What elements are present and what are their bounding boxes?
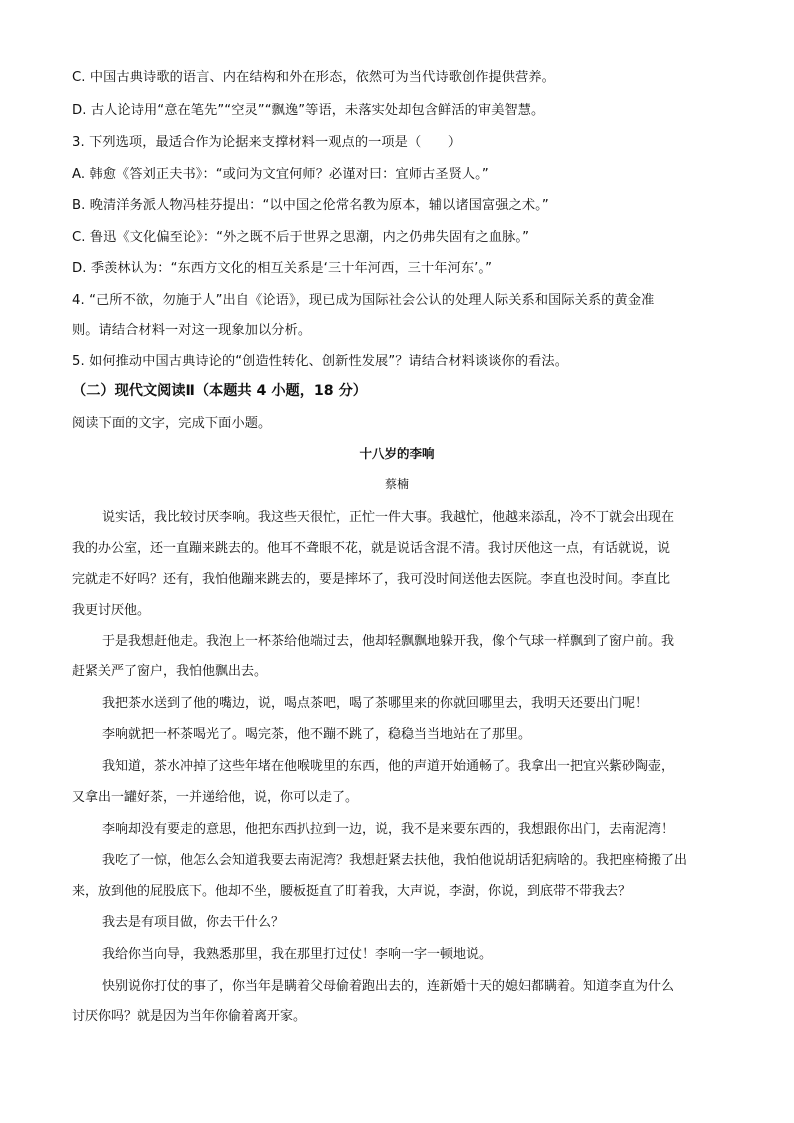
question-4-line-2: 则。请结合材料一对这一现象加以分析。 <box>72 323 312 338</box>
question-3-option-c: C. 鲁迅《文化偏至论》：“外之既不后于世界之思潮，内之仍弗失固有之血脉。” <box>72 230 530 245</box>
story-author: 蔡楠 <box>384 477 409 491</box>
story-line: 李响就把一杯茶喝光了。喝完茶，他不蹦不跳了，稳稳当当地站在了那里。 <box>102 727 532 742</box>
question-3-option-a: A. 韩愈《答刘正夫书》：“或问为文宜何师？必谨对曰：宜师古圣贤人。” <box>72 167 489 182</box>
section-instruction: 阅读下面的文字，完成下面小题。 <box>72 416 272 431</box>
question-3-stem: 3. 下列选项，最适合作为论据来支撑材料一观点的一项是（ ） <box>72 135 462 150</box>
story-line: 我更讨厌他。 <box>72 603 151 618</box>
question-option-d: D. 古人论诗用“意在笔先”“空灵”“飘逸”等语，未落实处却包含鲜活的审美智慧。 <box>72 103 545 118</box>
story-line: 我去是有项目做，你去干什么？ <box>102 915 285 930</box>
story-line: 完就走不好吗？还有，我怕他蹦来跳去的，要是摔坏了，我可没时间送他去医院。李直也没时间。李直比 <box>72 572 671 587</box>
story-line: 于是我想赶他走。我泡上一杯茶给他端过去，他却轻飘飘地躲开我，像个气球一样飘到了窗户前。我 <box>102 634 675 649</box>
story-line: 我把茶水送到了他的嘴边，说，喝点茶吧，喝了茶哪里来的你就回哪里去，我明天还要出门呢！ <box>102 696 649 711</box>
section-heading: （二）现代文阅读Ⅱ（本题共 4 小题，18 分） <box>72 383 367 399</box>
story-line: 我吃了一惊，他怎么会知道我要去南泥湾？我想赶紧去扶他，我怕他说胡话犯病啥的。我把座椅搬了出 <box>102 853 688 868</box>
story-line: 说实话，我比较讨厌李响。我这些天很忙，正忙一件大事。我越忙，他越来添乱，冷不丁就会出现在 <box>102 510 675 525</box>
story-line: 赶紧关严了窗户，我怕他飘出去。 <box>72 664 268 679</box>
story-line: 我知道，茶水冲掉了这些年堵在他喉咙里的东西，他的声道开始通畅了。我拿出一把宜兴紫砂陶壶， <box>102 759 675 774</box>
story-title: 十八岁的李响 <box>359 446 435 461</box>
question-5: 5. 如何推动中国古典诗论的“创造性转化、创新性发展”？请结合材料谈谈你的看法。 <box>72 354 568 369</box>
question-option-c: C. 中国古典诗歌的语言、内在结构和外在形态，依然可为当代诗歌创作提供营养。 <box>72 70 555 85</box>
story-line: 快别说你打仗的事了，你当年是瞒着父母偷着跑出去的，连新婚十天的媳妇都瞒着。知道李直为什么 <box>102 979 675 994</box>
story-line: 我给你当向导，我熟悉那里，我在那里打过仗！李响一字一顿地说。 <box>102 947 493 962</box>
story-line: 李响却没有要走的意思，他把东西扒拉到一边，说，我不是来要东西的，我想跟你出门，去南泥湾！ <box>102 822 675 837</box>
story-line: 讨厌你吗？就是因为当年你偷着离开家。 <box>72 1009 307 1024</box>
story-line: 又拿出一罐好茶，一并递给他，说，你可以走了。 <box>72 790 359 805</box>
story-line: 来，放到他的屁股底下。他却不坐，腰板挺直了盯着我，大声说，李澍，你说，到底带不带我去？ <box>72 884 632 899</box>
question-3-option-b: B. 晚清洋务派人物冯桂芬提出：“以中国之伦常名教为原本，辅以诸国富强之术。” <box>72 198 549 213</box>
question-4-line-1: 4. “己所不欲，勿施于人”出自《论语》，现已成为国际社会公认的处理人际关系和国际关系的黄金准 <box>72 293 655 308</box>
question-3-option-d: D. 季羡林认为：“东西方文化的相互关系是‘三十年河西，三十年河东’。” <box>72 261 493 276</box>
story-line: 我的办公室，还一直蹦来跳去的。他耳不聋眼不花，就是说话含混不清。我讨厌他这一点，有话就说，说 <box>72 541 671 556</box>
